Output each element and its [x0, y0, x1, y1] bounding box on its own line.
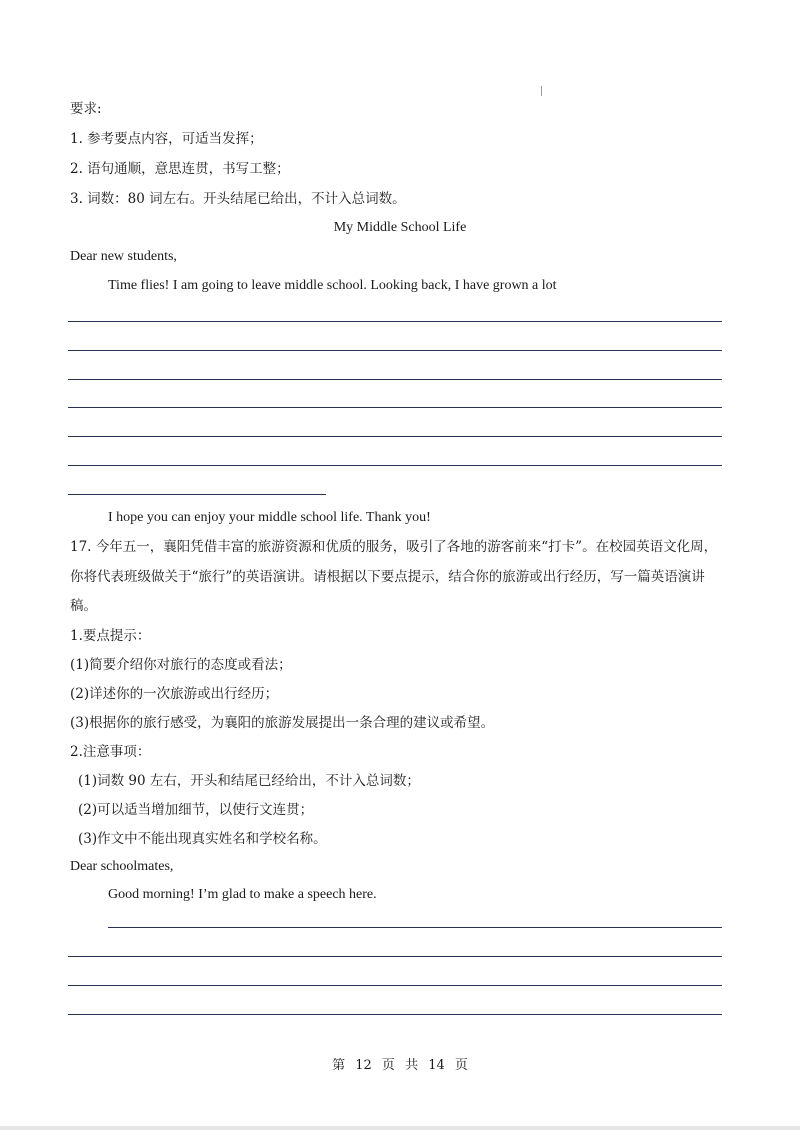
footer-label: 共	[405, 1058, 419, 1073]
total-pages-number: 14	[428, 1058, 445, 1073]
q17-note-2: (2)可以适当增加细节，以使行文连贯；	[78, 802, 314, 818]
requirements-heading: 要求:	[70, 101, 102, 117]
scan-edge	[0, 1126, 800, 1130]
essay1-closing: I hope you can enjoy your middle school life. Thank you!	[108, 510, 431, 525]
answer-line[interactable]	[68, 350, 722, 351]
requirement-item-1: 1. 参考要点内容，可适当发挥；	[70, 131, 263, 147]
essay1-greeting: Dear new students,	[70, 249, 177, 264]
q17-prompt-line-3: 稿。	[70, 598, 97, 614]
requirement-item-2: 2. 语句通顺，意思连贯，书写工整；	[70, 161, 290, 177]
essay1-opening: Time flies! I am going to leave middle school. Looking back, I have grown a lot	[108, 278, 557, 293]
q17-prompt-line-1: 17. 今年五一，襄阳凭借丰富的旅游资源和优质的服务，吸引了各地的游客前来“打卡”。在校园英语文化周，	[70, 539, 718, 555]
q17-note-1: (1)词数 90 左右，开头和结尾已经给出，不计入总词数；	[78, 773, 420, 789]
scan-mark	[541, 86, 542, 96]
answer-line[interactable]	[68, 407, 722, 408]
answer-line-short[interactable]	[68, 494, 326, 495]
essay1-title: My Middle School Life	[333, 220, 467, 235]
current-page-number: 12	[355, 1058, 372, 1073]
q17-point-3: (3)根据你的旅行感受，为襄阳的旅游发展提出一条合理的建议或希望。	[70, 715, 495, 731]
answer-line[interactable]	[68, 1014, 722, 1015]
q17-prompt-line-2: 你将代表班级做关于“旅行”的英语演讲。请根据以下要点提示，结合你的旅游或出行经历，写一篇英语演讲	[70, 569, 705, 585]
q17-points-heading: 1.要点提示：	[70, 628, 151, 644]
answer-line[interactable]	[68, 956, 722, 957]
footer-label: 页	[454, 1058, 468, 1073]
answer-line[interactable]	[68, 321, 722, 322]
answer-line[interactable]	[68, 436, 722, 437]
requirement-item-3: 3. 词数：80 词左右。开头结尾已给出，不计入总词数。	[70, 191, 406, 207]
q17-note-3: (3)作文中不能出现真实姓名和学校名称。	[78, 831, 327, 847]
q17-point-2: (2)详述你的一次旅游或出行经历；	[70, 686, 279, 702]
q17-point-1: (1)简要介绍你对旅行的态度或看法；	[70, 657, 292, 673]
answer-line[interactable]	[68, 379, 722, 380]
q17-opening: Good morning! I’m glad to make a speech here.	[108, 887, 377, 902]
q17-notes-heading: 2.注意事项：	[70, 744, 151, 760]
footer-label: 第	[332, 1058, 346, 1073]
answer-line[interactable]	[108, 927, 722, 928]
page-footer	[0, 1054, 800, 1073]
footer-label: 页	[381, 1058, 395, 1073]
answer-line[interactable]	[68, 465, 722, 466]
q17-greeting: Dear schoolmates,	[70, 859, 174, 874]
answer-line[interactable]	[68, 985, 722, 986]
